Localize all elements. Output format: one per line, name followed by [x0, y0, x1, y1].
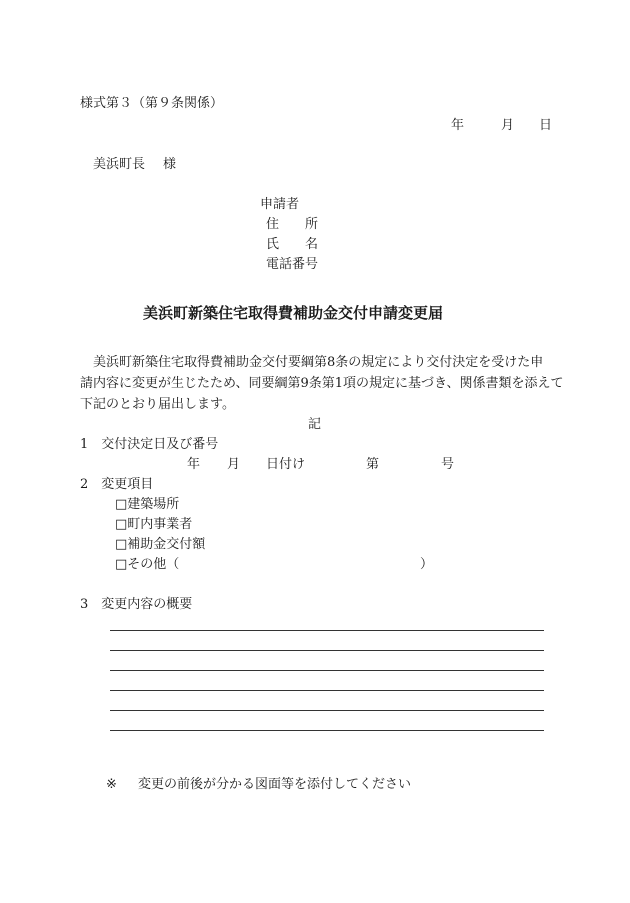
body-line-1: 美浜町新築住宅取得費補助金交付要綱第8条の規定により交付決定を受けた申 [93, 355, 544, 370]
section1-heading: 1 交付決定日及び番号 [80, 437, 219, 452]
section1-month: 月 [227, 457, 241, 472]
section2-heading: 2 変更項目 [80, 477, 154, 492]
applicant-phone-label: 電話番号 [266, 257, 319, 272]
applicant-heading: 申請者 [260, 197, 300, 212]
summary-line [110, 670, 544, 671]
section1-dated: 日付け [266, 457, 306, 472]
addressee-honorific: 様 [163, 157, 177, 172]
body-line-2: 請内容に変更が生じたため、同要綱第9条第1項の規定に基づき、関係書類を添えて [80, 376, 564, 391]
section1-go: 号 [441, 457, 455, 472]
change-item-other-close: ） [420, 557, 434, 572]
section3-heading: 3 変更内容の概要 [80, 597, 193, 612]
date-day-label: 日 [539, 118, 553, 133]
document-title: 美浜町新築住宅取得費補助金交付申請変更届 [143, 304, 444, 322]
change-item-other: □その他（ [115, 557, 180, 572]
section1-year: 年 [187, 457, 201, 472]
section1-dai: 第 [366, 457, 380, 472]
summary-line [110, 710, 544, 711]
note-text: 変更の前後が分かる図面等を添付してください [138, 777, 412, 792]
form-number: 様式第３（第９条関係） [80, 96, 224, 111]
summary-line [110, 730, 544, 731]
date-month-label: 月 [501, 118, 515, 133]
date-year-label: 年 [451, 118, 465, 133]
note-mark: ※ [106, 777, 117, 792]
change-item-subsidy-amount: □補助金交付額 [115, 537, 206, 552]
change-item-building-site: □建築場所 [115, 497, 180, 512]
addressee-name: 美浜町長 [93, 157, 146, 172]
summary-line [110, 690, 544, 691]
applicant-address-label: 住 所 [266, 217, 319, 232]
applicant-name-label: 氏 名 [266, 237, 319, 252]
summary-line [110, 650, 544, 651]
summary-line [110, 630, 544, 631]
body-line-3: 下記のとおり届出します。 [80, 397, 235, 412]
change-item-local-contractor: □町内事業者 [115, 517, 193, 532]
ki-heading: 記 [308, 417, 322, 432]
